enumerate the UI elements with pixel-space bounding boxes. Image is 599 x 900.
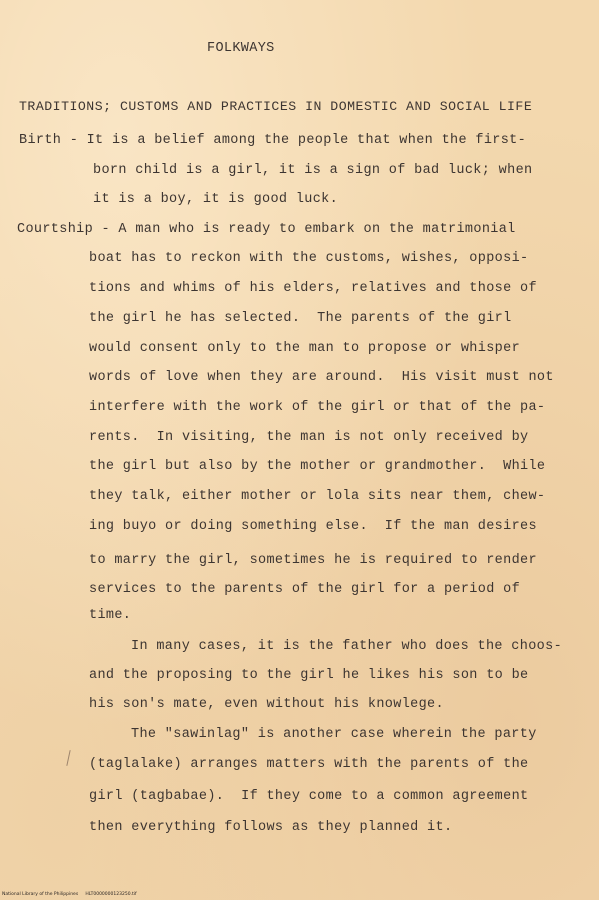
- paragraph3-line-4: then everything follows as they planned it.: [89, 820, 453, 835]
- document-title: FOLKWAYS: [207, 41, 275, 56]
- courtship-line-3: tions and whims of his elders, relatives and those of: [89, 281, 537, 296]
- courtship-line-13: services to the parents of the girl for a period of: [89, 582, 521, 597]
- paragraph2-line-2: and the proposing to the girl he likes his son to be: [89, 668, 529, 683]
- archive-footer: National Library of the Philippines HLT0000000123250.tif: [2, 892, 137, 897]
- courtship-line-2: boat has to reckon with the customs, wishes, opposi-: [89, 251, 529, 266]
- courtship-line-10: they talk, either mother or lola sits near them, chew-: [89, 489, 546, 504]
- birth-line-1: Birth - It is a belief among the people that when the first-: [19, 133, 527, 148]
- courtship-line-7: interfere with the work of the girl or that of the pa-: [89, 400, 546, 415]
- pencil-mark: [66, 750, 70, 766]
- courtship-line-1: Courtship - A man who is ready to embark on the matrimonial: [17, 222, 516, 237]
- courtship-line-6: words of love when they are around. His visit must not: [89, 370, 554, 385]
- birth-line-3: it is a boy, it is good luck.: [93, 192, 339, 207]
- paragraph3-line-1: The "sawinlag" is another case wherein the party: [131, 727, 537, 742]
- section-heading: TRADITIONS; CUSTOMS AND PRACTICES IN DOMESTIC AND SOCIAL LIFE: [19, 99, 533, 114]
- courtship-line-14: time.: [89, 608, 132, 623]
- courtship-line-11: ing buyo or doing something else. If the man desires: [89, 519, 537, 534]
- courtship-line-4: the girl he has selected. The parents of the girl: [89, 311, 512, 326]
- paragraph3-line-3: girl (tagbabae). If they come to a common agreement: [89, 789, 529, 804]
- courtship-line-9: the girl but also by the mother or grandmother. While: [89, 459, 546, 474]
- birth-line-2: born child is a girl, it is a sign of bad luck; when: [93, 163, 533, 178]
- paragraph2-line-3: his son's mate, even without his knowlege.: [89, 697, 444, 712]
- courtship-line-8: rents. In visiting, the man is not only received by: [89, 430, 529, 445]
- courtship-line-12: to marry the girl, sometimes he is required to render: [89, 553, 537, 568]
- paragraph3-line-2: (taglalake) arranges matters with the parents of the: [89, 757, 529, 772]
- paragraph2-line-1: In many cases, it is the father who does the choos-: [131, 639, 563, 654]
- courtship-line-5: would consent only to the man to propose or whisper: [89, 341, 521, 356]
